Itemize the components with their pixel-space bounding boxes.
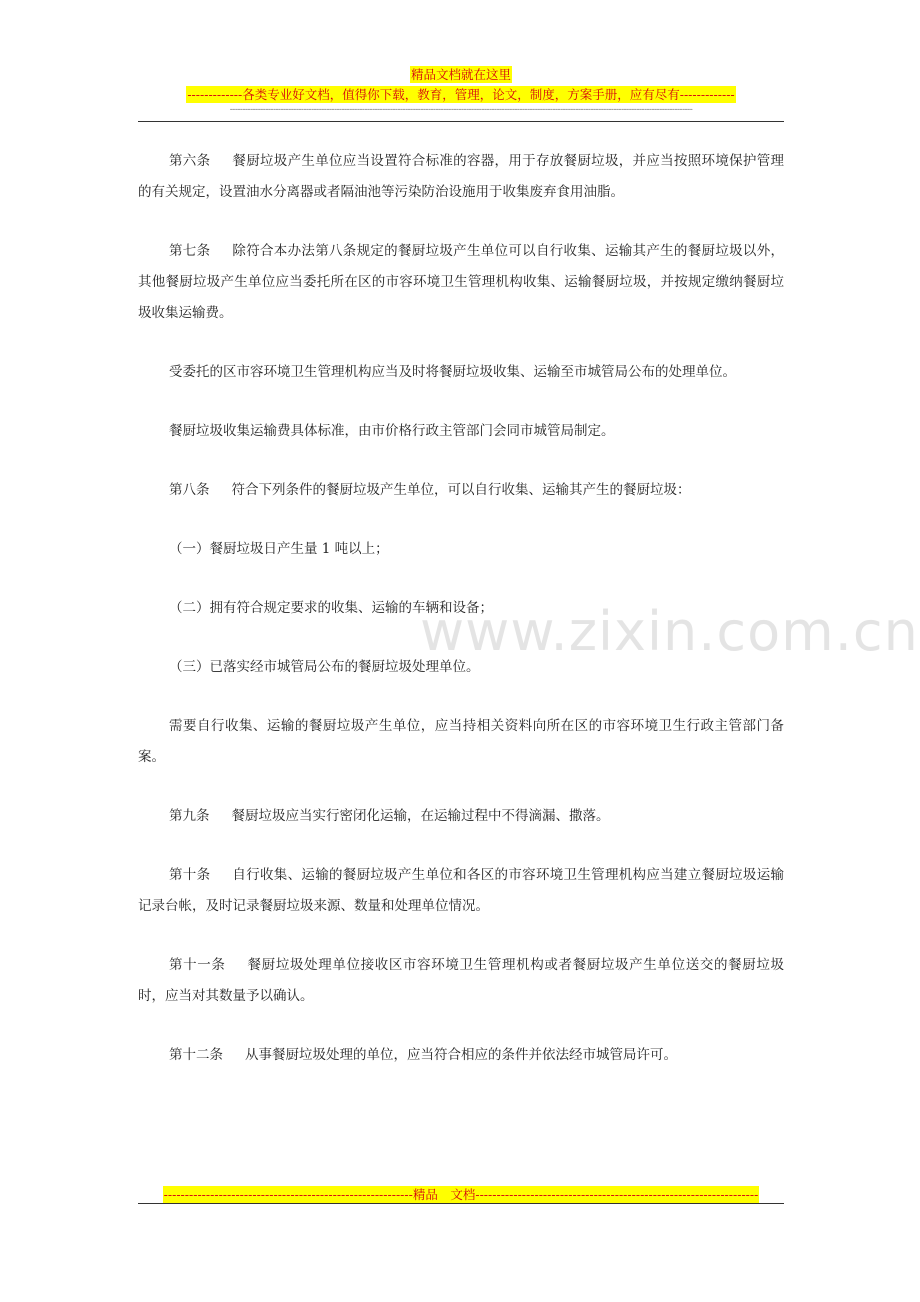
article-paragraph xyxy=(138,475,784,506)
article-paragraph xyxy=(138,236,784,329)
header-tagline: -------------各类专业好文档，值得你下载，教育，管理，论文，制度，方案手册，应有尽有------------- xyxy=(187,87,735,102)
article-text: 符合下列条件的餐厨垃圾产生单位，可以自行收集、运输其产生的餐厨垃圾： xyxy=(231,482,691,498)
article-number: 第十条 xyxy=(169,867,211,883)
article-text: 除符合本办法第八条规定的餐厨垃圾产生单位可以自行收集、运输其产生的餐厨垃圾以外，其他餐厨垃圾产生单位应当委托所在区的市容环境卫生管理机构收集、运输餐厨垃圾，并按规定缴纳餐厨垃圾收集运输费。 xyxy=(138,243,785,321)
watermark: www.zixin.com.cn xyxy=(420,600,919,663)
document-body xyxy=(138,146,784,1099)
article-text: 受委托的区市容环境卫生管理机构应当及时将餐厨垃圾收集、运输至市城管局公布的处理单位。 xyxy=(169,364,736,380)
article-text: （二）拥有符合规定要求的收集、运输的车辆和设备； xyxy=(169,600,493,616)
article-paragraph xyxy=(138,593,784,624)
page-header xyxy=(138,64,784,116)
article-paragraph xyxy=(138,534,784,565)
article-paragraph xyxy=(138,652,784,683)
header-title: 精品文档就在这里 xyxy=(410,67,511,82)
article-number: 第九条 xyxy=(169,808,210,824)
article-text: （一）餐厨垃圾日产生量 1 吨以上； xyxy=(169,541,389,557)
footer-rule xyxy=(138,1203,784,1204)
article-number: 第十一条 xyxy=(169,957,226,973)
article-paragraph xyxy=(138,1040,784,1071)
header-dashes: -------------------------------------------------------------------------------------------------------------------------------------------------------------------------------------- xyxy=(229,105,693,115)
footer-text: -----------------------------------------------------------精品 文档------------------------------------------------------------------- xyxy=(163,1187,759,1202)
article-number: 第八条 xyxy=(169,482,210,498)
article-text: 餐厨垃圾收集运输费具体标准，由市价格行政主管部门会同市城管局制定。 xyxy=(169,423,615,439)
article-paragraph xyxy=(138,416,784,447)
article-paragraph xyxy=(138,711,784,773)
article-paragraph xyxy=(138,357,784,388)
article-text: 餐厨垃圾处理单位接收区市容环境卫生管理机构或者餐厨垃圾产生单位送交的餐厨垃圾时，应当对其数量予以确认。 xyxy=(138,957,785,1004)
page-footer xyxy=(138,1184,784,1203)
article-paragraph xyxy=(138,801,784,832)
header-rule xyxy=(138,121,784,122)
article-paragraph xyxy=(138,860,784,922)
article-text: 自行收集、运输的餐厨垃圾产生单位和各区的市容环境卫生管理机构应当建立餐厨垃圾运输记录台帐，及时记录餐厨垃圾来源、数量和处理单位情况。 xyxy=(138,867,785,914)
article-number: 第十二条 xyxy=(169,1047,223,1063)
article-text: 餐厨垃圾产生单位应当设置符合标准的容器，用于存放餐厨垃圾，并应当按照环境保护管理的有关规定，设置油水分离器或者隔油池等污染防治设施用于收集废弃食用油脂。 xyxy=(138,153,785,200)
article-text: 需要自行收集、运输的餐厨垃圾产生单位，应当持相关资料向所在区的市容环境卫生行政主管部门备案。 xyxy=(138,718,784,765)
article-text: （三）已落实经市城管局公布的餐厨垃圾处理单位。 xyxy=(169,659,480,675)
article-number: 第七条 xyxy=(169,243,211,259)
article-number: 第六条 xyxy=(169,153,211,169)
article-text: 从事餐厨垃圾处理的单位，应当符合相应的条件并依法经市城管局许可。 xyxy=(245,1047,677,1063)
article-text: 餐厨垃圾应当实行密闭化运输，在运输过程中不得滴漏、撒落。 xyxy=(231,808,610,824)
article-paragraph xyxy=(138,146,784,208)
article-paragraph xyxy=(138,950,784,1012)
